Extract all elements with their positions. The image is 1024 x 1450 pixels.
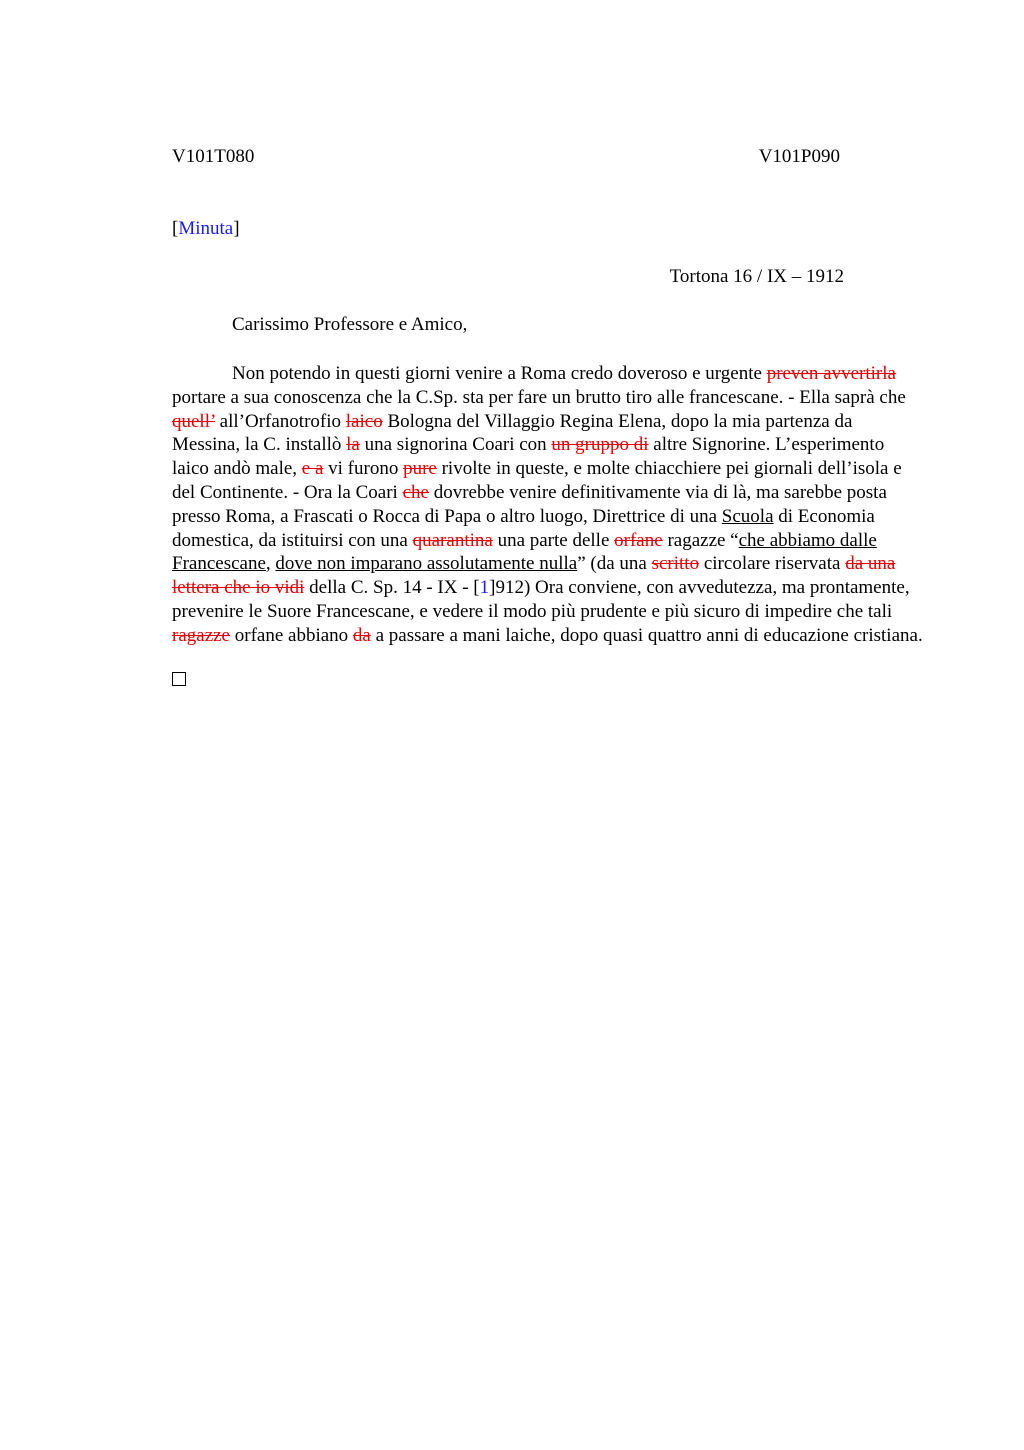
deleted-text: da una lettera che io vidi xyxy=(172,553,896,599)
bracket-close: ] xyxy=(233,218,240,239)
letter-body xyxy=(172,362,924,648)
code-right: V101P090 xyxy=(758,146,840,167)
draft-label xyxy=(172,218,240,240)
text-segment: ]912) Ora conviene, con avvedutezza, ma prontamente, prevenire le Suore Francescane, e vedere il modo più prudente e più sicuro di impedire che tali xyxy=(172,577,910,622)
text-segment: a passare a mani laiche, dopo quasi quattro anni di educazione cristiana. xyxy=(370,624,923,646)
underlined-text: dove non imparano assolutamente nulla xyxy=(275,553,578,575)
deleted-text: scritto xyxy=(651,553,700,575)
deleted-text: da xyxy=(352,624,371,646)
deleted-text: e a xyxy=(301,458,324,480)
deleted-text: che xyxy=(402,481,429,503)
deleted-text: preven avvertirla xyxy=(766,363,896,384)
deleted-text: orfane xyxy=(614,529,663,551)
editorial-insert: 1 xyxy=(479,577,490,599)
deleted-text: quarantina xyxy=(412,529,493,551)
text-segment: ragazze “ xyxy=(662,529,739,551)
text-segment: Non potendo in questi giorni venire a Roma credo doveroso e urgente xyxy=(232,363,767,384)
letter-date: Tortona 16 / IX – 1912 xyxy=(669,266,844,287)
deleted-text: quell’ xyxy=(172,410,215,432)
bracket-open: [ xyxy=(172,218,179,239)
letter-greeting: Carissimo Professore e Amico, xyxy=(232,314,468,335)
draft-label-word: Minuta xyxy=(178,218,234,239)
underlined-text: Scuola xyxy=(721,505,774,527)
text-segment: dovrebbe venire definitivamente via di là, ma sarebbe posta presso Roma, a Frascati o Rocca di Papa o altro luogo, Direttrice di una xyxy=(172,481,887,527)
deleted-text: ragazze xyxy=(172,624,230,646)
text-segment: all’Orfanotrofio xyxy=(214,410,346,432)
document-codes xyxy=(172,146,840,172)
deleted-text: pure xyxy=(403,458,437,480)
text-segment: una signorina Coari con xyxy=(359,434,552,456)
text-segment: Bologna del Villaggio Regina Elena, dopo la mia partenza da Messina, la C. installò xyxy=(172,410,853,456)
deleted-text: la xyxy=(346,434,360,456)
underlined-text: che abbiamo dalle Francescane xyxy=(172,529,877,575)
text-segment: di Economia domestica, da istituirsi con una xyxy=(172,505,875,551)
text-segment: circolare riservata xyxy=(699,553,846,575)
text-segment: , xyxy=(265,553,276,575)
text-segment: orfane abbiano xyxy=(230,624,353,646)
text-segment: una parte delle xyxy=(492,529,615,551)
code-left: V101T080 xyxy=(172,146,255,167)
checkbox-square-icon xyxy=(172,672,186,686)
text-segment: rivolte in queste, e molte chiacchiere pei giornali dell’isola e del Continente. - Ora la Coari xyxy=(172,458,902,503)
text-segment: vi furono xyxy=(323,458,404,480)
text-segment: ” (da una xyxy=(577,553,652,575)
deleted-text: un gruppo di xyxy=(551,434,649,456)
text-segment: portare a sua conoscenza che la C.Sp. sta per fare un brutto tiro alle francescane. - Ella saprà che xyxy=(172,386,906,408)
deleted-text: laico xyxy=(345,410,383,432)
text-segment: della C. Sp. 14 - IX - [ xyxy=(304,577,480,599)
text-segment: altre Signorine. L’esperimento laico andò male, xyxy=(172,434,885,480)
